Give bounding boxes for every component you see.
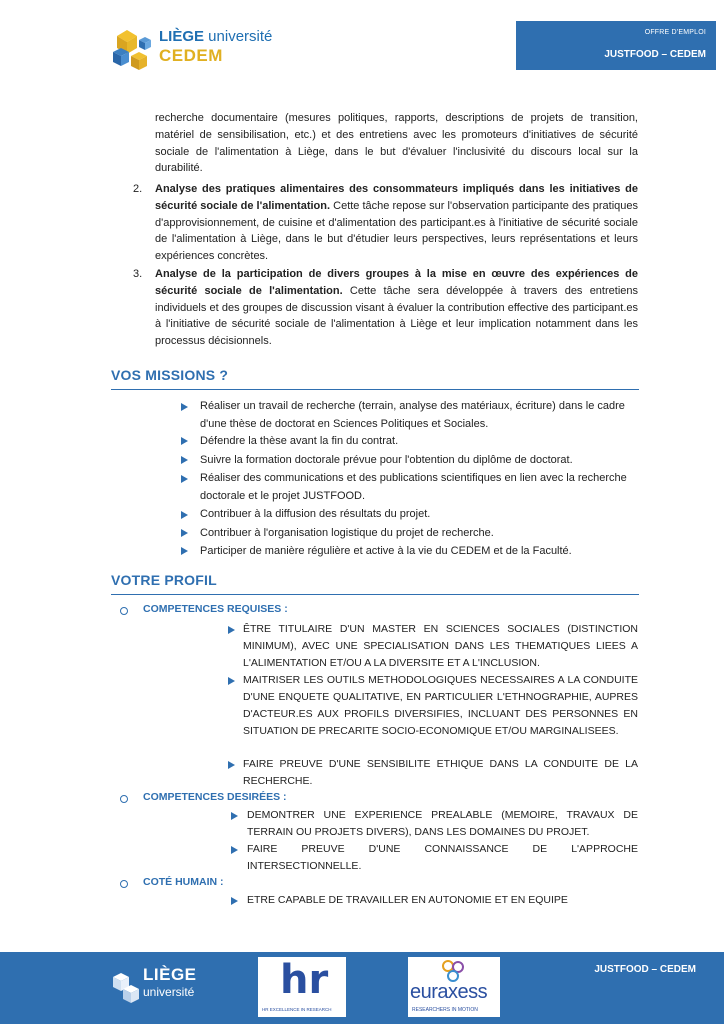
logo-cedem-name: CEDEM [159,46,223,65]
uliege-cubes-icon [111,965,141,1005]
hr-logo-subtitle: HR EXCELLENCE IN RESEARCH [262,1007,332,1012]
missions-divider [111,389,639,390]
missions-title: VOS MISSIONS ? [111,367,229,383]
mission-item: Suivre la formation doctorale prévue pour l'obtention du diplôme de doctorat. [200,454,573,466]
bullet-arrow-icon [231,812,238,820]
desired-skill-item: FAIRE PREUVE D'UNE CONNAISSANCE DE L'APPROCHE INTERSECTIONNELLE. [247,843,638,872]
uliege-cubes-icon [111,26,155,74]
bullet-arrow-icon [228,626,235,634]
bullet-arrow-icon [181,547,188,555]
human-skill-item: ETRE CAPABLE DE TRAVAILLER EN AUTONOMIE ET EN EQUIPE [247,894,568,906]
required-skill-item: ÊTRE TITULAIRE D'UN MASTER EN SCIENCES SOCIALES (DISTINCTION MINIMUM), AVEC UNE SPECIALISATION DANS LES THEMATIQUES LIEES A L'ALIMENTATION ET/OU A LA DIVERSITE ET A L'INCLUSION. [243,623,638,669]
footer-project-label: JUSTFOOD – CEDEM [594,964,696,975]
mission-item: Contribuer à l'organisation logistique du projet de recherche. [200,527,494,539]
human-side-title: COTÉ HUMAIN : [143,876,224,888]
logo-university-name: LIÈGE université [159,28,273,45]
required-skill-item: MAITRISER LES OUTILS METHODOLOGIQUES NECESSAIRES A LA CONDUITE D'UNE ENQUETE QUALITATIVE, EN PARTICULIER L'ETHNOGRAPHIE, AUPRES D'ACTEUR.ES AUX PROFILS DIVERSIFIES, INCLUANT DES PERSONNES EN SITUATION DE PRECARITE SOCIO-ECONOMIQUE ET/OU MARGINALISEES. [243,674,638,737]
offer-label: OFFRE D'EMPLOI [644,29,706,36]
circle-bullet-icon [120,795,128,803]
project-label: JUSTFOOD – CEDEM [604,49,706,60]
intro-paragraph-1: recherche documentaire (mesures politiques, rapports, descriptions de projets de transition, matériel de sensibilisation, etc.) et des entretiens avec les promoteurs d'initiatives de sécurité sociale de l'alimentation à Liège, dans le but d'évaluer l'inclusivité du discours local sur la durabilité. [155,112,638,175]
profile-title: VOTRE PROFIL [111,572,217,588]
mission-item: Défendre la thèse avant la fin du contrat. [200,435,399,447]
footer-logo-line2: université [143,985,195,999]
bullet-arrow-icon [231,897,238,905]
mission-item: Réaliser des communications et des publications scientifiques en lien avec la recherche doctorale et le projet JUSTFOOD. [200,472,627,502]
euraxess-subtitle: RESEARCHERS IN MOTION [412,1007,478,1013]
required-skills-title: COMPETENCES REQUISES : [143,603,288,615]
bullet-arrow-icon [181,475,188,483]
hr-logo-text: hr [280,957,329,1003]
euraxess-logo [408,957,500,1017]
list-number-3: 3. [133,268,143,280]
header-offer-box [516,21,716,70]
desired-skill-item: DEMONTRER UNE EXPERIENCE PREALABLE (MEMOIRE, TRAVAUX DE TERRAIN OU PROJETS DIVERS), DANS LES DOMAINES DU PROJET. [247,809,638,838]
desired-skills-title: COMPETENCES DESIRÉES : [143,791,287,803]
mission-item: Contribuer à la diffusion des résultats du projet. [200,508,431,520]
list-number-2: 2. [133,183,143,195]
hr-excellence-logo [258,957,346,1017]
bullet-arrow-icon [181,403,188,411]
circle-bullet-icon [120,607,128,615]
bullet-arrow-icon [181,437,188,445]
mission-item: Participer de manière régulière et active à la vie du CEDEM et de la Faculté. [200,545,572,557]
footer-bar [0,952,724,1024]
mission-item: Réaliser un travail de recherche (terrain, analyse des matériaux, écriture) dans le cadre d'une thèse de doctorat en Sciences Politiques et Sociales. [200,400,625,430]
intro-item-3: Analyse de la participation de divers groupes à la mise en œuvre des expériences de sécurité sociale de l'alimentation. Cette tâche sera développée à travers des entretiens individuels et des groupes de discussion visant à évaluer la contribution effective des participant.es à l'initiative de sécurité sociale de l'alimentation à Liège et leur implication notamment dans les processus décisionnels. [155,268,639,348]
euraxess-wordmark: euraxess [410,981,488,1003]
uliege-cedem-logo [111,26,291,76]
bullet-arrow-icon [228,761,235,769]
bullet-arrow-icon [228,677,235,685]
profile-divider [111,594,639,595]
footer-logo-line1: LIÈGE [143,965,197,984]
euraxess-circles-icon [439,959,469,983]
bullet-arrow-icon [181,529,188,537]
bullet-arrow-icon [181,456,188,464]
bullet-arrow-icon [181,511,188,519]
circle-bullet-icon [120,880,128,888]
footer-uliege-logo [111,963,221,1008]
required-skill-item: FAIRE PREUVE D'UNE SENSIBILITE ETHIQUE DANS LA CONDUITE DE LA RECHERCHE. [243,758,638,787]
bullet-arrow-icon [231,846,238,854]
intro-item-2: Analyse des pratiques alimentaires des consommateurs impliqués dans les initiatives de sécurité sociale de l'alimentation. Cette tâche repose sur l'observation participante des pratiques d'approvisionnement, de cuisine et d'alimentation des participant.es à l'initiative de sécurité sociale de l'alimentation à Liège, dans le but d'étudier leurs perspectives, leurs représentations et leurs expériences concrètes. [155,183,638,263]
